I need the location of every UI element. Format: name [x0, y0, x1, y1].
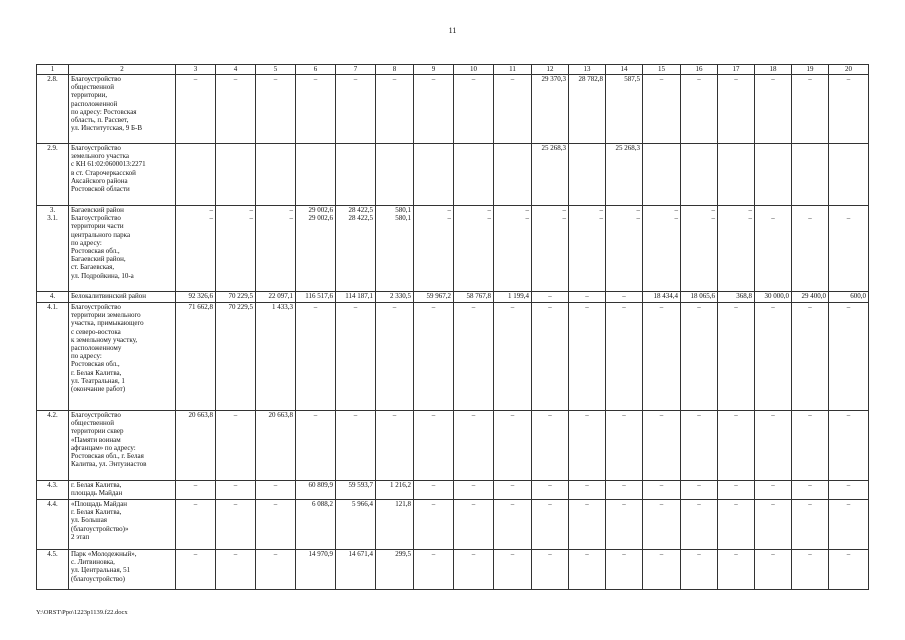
- value-cell: 5 966,4: [336, 500, 376, 550]
- value-cell: –: [532, 550, 569, 590]
- column-number: 4: [216, 65, 256, 75]
- value-cell: – –: [414, 206, 454, 292]
- value-cell: –: [296, 75, 336, 144]
- value-cell: –: [755, 303, 792, 411]
- value-cell: [296, 144, 336, 206]
- value-cell: –: [718, 75, 755, 144]
- value-cell: 114 187,1: [336, 292, 376, 303]
- table-row: [37, 292, 869, 303]
- value-cell: 600,0: [829, 292, 869, 303]
- value-cell: –: [296, 303, 336, 411]
- value-cell: – –: [606, 206, 643, 292]
- value-cell: –: [606, 481, 643, 500]
- value-cell: –: [414, 75, 454, 144]
- value-cell: 59 593,7: [336, 481, 376, 500]
- value-cell: –: [829, 500, 869, 550]
- value-cell: 587,5: [606, 75, 643, 144]
- value-cell: [643, 144, 681, 206]
- row-number: 4.5.: [37, 550, 69, 590]
- column-number: 9: [414, 65, 454, 75]
- value-cell: 29 002,6 29 002,6: [296, 206, 336, 292]
- value-cell: –: [494, 500, 532, 550]
- value-cell: –: [256, 550, 296, 590]
- column-number: 2: [69, 65, 176, 75]
- table-row: [37, 411, 869, 481]
- value-cell: 29 370,3: [532, 75, 569, 144]
- value-cell: –: [643, 411, 681, 481]
- value-cell: –: [718, 550, 755, 590]
- value-cell: [336, 144, 376, 206]
- value-cell: 116 517,6: [296, 292, 336, 303]
- value-cell: 368,8: [718, 292, 755, 303]
- table-row: [37, 206, 869, 292]
- row-number: 2.8.: [37, 75, 69, 144]
- value-cell: –: [256, 500, 296, 550]
- table-row: [37, 500, 869, 550]
- page-number: 11: [448, 26, 457, 35]
- value-cell: –: [296, 411, 336, 481]
- value-cell: –: [755, 550, 792, 590]
- row-name: Благоустройство общественной территории сквер «Памяти воинам афганцам» по адресу: Ростовская обл., г. Белая Калитва, ул. Энтузиастов: [69, 411, 176, 481]
- value-cell: [792, 144, 829, 206]
- column-number: 5: [256, 65, 296, 75]
- value-cell: 70 229,5: [216, 292, 256, 303]
- row-number: 3. 3.1.: [37, 206, 69, 292]
- value-cell: [494, 144, 532, 206]
- column-number: 3: [176, 65, 216, 75]
- value-cell: –: [494, 303, 532, 411]
- value-cell: 59 967,2: [414, 292, 454, 303]
- value-cell: –: [454, 550, 494, 590]
- table-row: [37, 550, 869, 590]
- value-cell: –: [681, 500, 718, 550]
- row-name: Благоустройство территории земельного участка, примыкающего с северо-востока к земельному участку, расположенному по адресу: Ростовская обл., г. Белая Калитва, ул. Театральная, 1 (окончание работ): [69, 303, 176, 411]
- row-number: 4.4.: [37, 500, 69, 550]
- table-row: [37, 481, 869, 500]
- value-cell: –: [414, 411, 454, 481]
- value-cell: –: [718, 411, 755, 481]
- value-cell: –: [176, 550, 216, 590]
- value-cell: –: [606, 411, 643, 481]
- value-cell: –: [829, 206, 869, 292]
- value-cell: –: [681, 75, 718, 144]
- column-number: 6: [296, 65, 336, 75]
- row-name: Белокалитвинский район: [69, 292, 176, 303]
- column-number: 16: [681, 65, 718, 75]
- row-name: Благоустройство общественной территории, расположенной по адресу: Ростовская область, п. Рассвет, ул. Институтская, 9 Б-В: [69, 75, 176, 144]
- column-number-header-row: [37, 65, 869, 75]
- value-cell: –: [414, 550, 454, 590]
- column-number: 12: [532, 65, 569, 75]
- row-name: Багаевский район Благоустройство территории части центрального парка по адресу: Ростовская обл., Багаевский район, ст. Багаевская, ул. Подройкина, 10-а: [69, 206, 176, 292]
- value-cell: – –: [216, 206, 256, 292]
- value-cell: –: [454, 500, 494, 550]
- value-cell: 6 088,2: [296, 500, 336, 550]
- value-cell: –: [569, 550, 606, 590]
- value-cell: 92 326,6: [176, 292, 216, 303]
- value-cell: –: [643, 550, 681, 590]
- value-cell: –: [532, 303, 569, 411]
- column-number: 10: [454, 65, 494, 75]
- value-cell: –: [494, 550, 532, 590]
- value-cell: –: [718, 303, 755, 411]
- value-cell: –: [569, 500, 606, 550]
- value-cell: – –: [256, 206, 296, 292]
- value-cell: –: [216, 75, 256, 144]
- value-cell: 121,8: [376, 500, 414, 550]
- value-cell: –: [216, 411, 256, 481]
- value-cell: –: [336, 303, 376, 411]
- value-cell: –: [376, 75, 414, 144]
- value-cell: 29 400,0: [792, 292, 829, 303]
- value-cell: –: [643, 303, 681, 411]
- value-cell: –: [569, 303, 606, 411]
- value-cell: –: [718, 500, 755, 550]
- value-cell: –: [755, 206, 792, 292]
- value-cell: –: [606, 500, 643, 550]
- value-cell: 28 782,8: [569, 75, 606, 144]
- value-cell: –: [454, 303, 494, 411]
- value-cell: 20 663,8: [176, 411, 216, 481]
- value-cell: [256, 144, 296, 206]
- value-cell: –: [569, 292, 606, 303]
- value-cell: 60 809,9: [296, 481, 336, 500]
- column-number: 13: [569, 65, 606, 75]
- row-name: г. Белая Калитва, площадь Майдан: [69, 481, 176, 500]
- value-cell: [718, 144, 755, 206]
- value-cell: 28 422,5 28 422,5: [336, 206, 376, 292]
- value-cell: –: [176, 75, 216, 144]
- column-number: 17: [718, 65, 755, 75]
- value-cell: –: [829, 411, 869, 481]
- value-cell: –: [532, 292, 569, 303]
- value-cell: –: [792, 411, 829, 481]
- table-row: [37, 144, 869, 206]
- value-cell: –: [256, 481, 296, 500]
- value-cell: –: [755, 481, 792, 500]
- row-name: «Площадь Майдан г. Белая Калитва, ул. Большая (благоустройство)» 2 этап: [69, 500, 176, 550]
- value-cell: –: [643, 500, 681, 550]
- value-cell: –: [176, 500, 216, 550]
- value-cell: –: [454, 411, 494, 481]
- value-cell: –: [755, 75, 792, 144]
- value-cell: –: [216, 500, 256, 550]
- value-cell: –: [829, 550, 869, 590]
- value-cell: [376, 144, 414, 206]
- row-name: Парк «Молодежный», с. Литвиновка, ул. Центральная, 51 (благоустройство): [69, 550, 176, 590]
- column-number: 11: [494, 65, 532, 75]
- value-cell: –: [569, 411, 606, 481]
- row-number: 4.1.: [37, 303, 69, 411]
- value-cell: –: [643, 481, 681, 500]
- table-row: [37, 75, 869, 144]
- value-cell: 18 434,4: [643, 292, 681, 303]
- value-cell: 25 268,3: [532, 144, 569, 206]
- value-cell: –: [454, 75, 494, 144]
- value-cell: –: [755, 500, 792, 550]
- row-number: 4.3.: [37, 481, 69, 500]
- value-cell: –: [829, 75, 869, 144]
- value-cell: –: [792, 206, 829, 292]
- value-cell: – –: [569, 206, 606, 292]
- column-number: 19: [792, 65, 829, 75]
- value-cell: –: [414, 481, 454, 500]
- value-cell: –: [176, 481, 216, 500]
- column-number: 15: [643, 65, 681, 75]
- column-number: 20: [829, 65, 869, 75]
- value-cell: – –: [718, 206, 755, 292]
- value-cell: –: [494, 75, 532, 144]
- value-cell: 1 433,3: [256, 303, 296, 411]
- value-cell: 580,1 580,1: [376, 206, 414, 292]
- value-cell: –: [681, 411, 718, 481]
- value-cell: –: [792, 500, 829, 550]
- value-cell: –: [336, 411, 376, 481]
- value-cell: – –: [643, 206, 681, 292]
- value-cell: –: [792, 303, 829, 411]
- value-cell: –: [216, 550, 256, 590]
- value-cell: [569, 144, 606, 206]
- table-row: [37, 303, 869, 411]
- value-cell: –: [718, 481, 755, 500]
- value-cell: –: [376, 411, 414, 481]
- column-number: 14: [606, 65, 643, 75]
- value-cell: –: [532, 500, 569, 550]
- value-cell: 22 097,1: [256, 292, 296, 303]
- value-cell: – –: [681, 206, 718, 292]
- value-cell: [414, 144, 454, 206]
- value-cell: –: [532, 481, 569, 500]
- value-cell: 299,5: [376, 550, 414, 590]
- value-cell: –: [414, 303, 454, 411]
- value-cell: – –: [454, 206, 494, 292]
- value-cell: –: [336, 75, 376, 144]
- value-cell: 25 268,3: [606, 144, 643, 206]
- value-cell: –: [494, 411, 532, 481]
- row-number: 4.: [37, 292, 69, 303]
- value-cell: – –: [532, 206, 569, 292]
- value-cell: [176, 144, 216, 206]
- budget-table: [36, 64, 869, 590]
- value-cell: [454, 144, 494, 206]
- value-cell: 71 662,8: [176, 303, 216, 411]
- value-cell: –: [606, 550, 643, 590]
- value-cell: 30 000,0: [755, 292, 792, 303]
- value-cell: 14 671,4: [336, 550, 376, 590]
- value-cell: –: [643, 75, 681, 144]
- value-cell: –: [216, 481, 256, 500]
- value-cell: [216, 144, 256, 206]
- value-cell: 70 229,5: [216, 303, 256, 411]
- value-cell: –: [792, 75, 829, 144]
- value-cell: 1 216,2: [376, 481, 414, 500]
- row-number: 4.2.: [37, 411, 69, 481]
- value-cell: –: [256, 75, 296, 144]
- value-cell: – –: [176, 206, 216, 292]
- value-cell: –: [414, 500, 454, 550]
- value-cell: –: [569, 481, 606, 500]
- value-cell: –: [494, 481, 532, 500]
- file-path-footer: Y:\ORST\Ppo\1223p1139.f22.docx: [36, 609, 128, 616]
- value-cell: –: [829, 481, 869, 500]
- value-cell: 18 065,6: [681, 292, 718, 303]
- value-cell: –: [681, 550, 718, 590]
- value-cell: [829, 144, 869, 206]
- value-cell: –: [755, 411, 792, 481]
- value-cell: –: [606, 292, 643, 303]
- value-cell: 1 199,4: [494, 292, 532, 303]
- value-cell: [681, 144, 718, 206]
- value-cell: –: [681, 303, 718, 411]
- value-cell: –: [532, 411, 569, 481]
- column-number: 7: [336, 65, 376, 75]
- value-cell: 2 330,5: [376, 292, 414, 303]
- value-cell: – –: [494, 206, 532, 292]
- value-cell: [755, 144, 792, 206]
- column-number: 18: [755, 65, 792, 75]
- value-cell: 14 970,9: [296, 550, 336, 590]
- value-cell: –: [829, 303, 869, 411]
- value-cell: –: [454, 481, 494, 500]
- column-number: 1: [37, 65, 69, 75]
- value-cell: –: [792, 481, 829, 500]
- value-cell: –: [606, 303, 643, 411]
- value-cell: –: [376, 303, 414, 411]
- column-number: 8: [376, 65, 414, 75]
- value-cell: 20 663,8: [256, 411, 296, 481]
- value-cell: –: [792, 550, 829, 590]
- row-name: Благоустройство земельного участка с КН 61:02:0600013:2271 в ст. Старочеркасской Аксайского района Ростовской области: [69, 144, 176, 206]
- value-cell: –: [681, 481, 718, 500]
- value-cell: 58 767,8: [454, 292, 494, 303]
- row-number: 2.9.: [37, 144, 69, 206]
